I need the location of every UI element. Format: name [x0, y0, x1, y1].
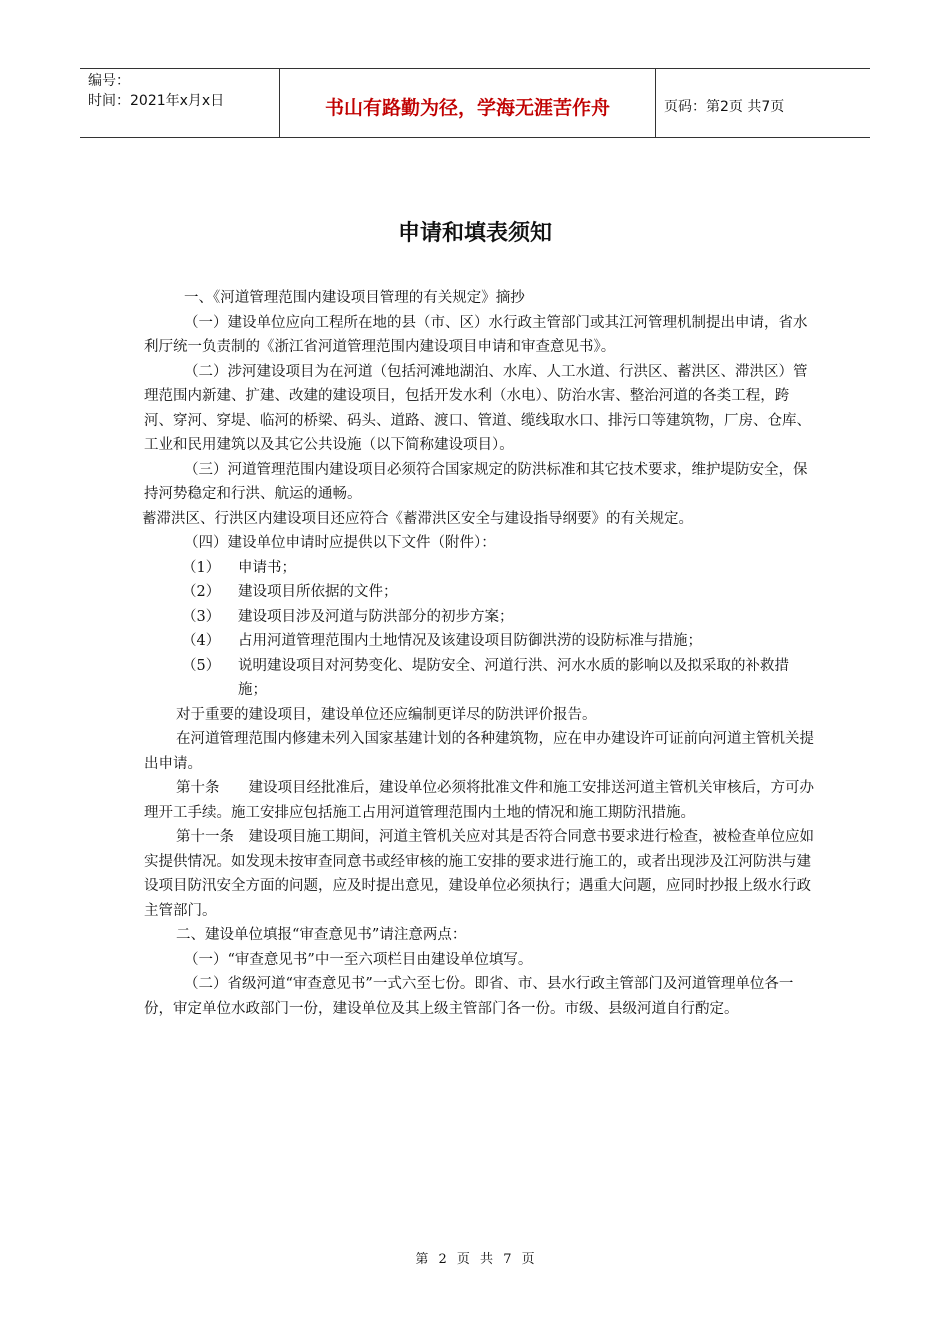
list-number: （5） [182, 657, 221, 674]
list-text: 说明建设项目对河势变化、堤防安全、河道行洪、河水水质的影响以及拟采取的补救措施； [238, 657, 789, 698]
list-number: （4） [182, 633, 221, 649]
header-meta [80, 69, 280, 137]
page-header [80, 68, 870, 138]
list-text: 占用河道管理范围内土地情况及该建设项目防御洪涝的设防标准与措施； [238, 633, 702, 649]
paragraph: （二）涉河建设项目为在河道（包括河滩地湖泊、水库、人工水道、行洪区、蓄洪区、滞洪区）管理范围内新建、扩建、改建的建设项目，包括开发水利（水电）、防治水害、整治河道的各类工程，跨河、穿河、穿堤、临河的桥梁、码头、道路、渡口、管道、缆线取水口、排污口等建筑物，厂房、仓库、工业和民用建筑以及其它公共设施（以下简称建设项目）。 [144, 363, 811, 453]
list-item [144, 605, 814, 630]
list-text: 建设项目涉及河道与防洪部分的初步方案； [238, 608, 514, 625]
list-item [144, 654, 814, 703]
paragraph: 一、《河道管理范围内建设项目管理的有关规定》摘抄 [184, 290, 525, 306]
list-item [144, 556, 814, 581]
page-footer: 第 2 页 共 7 页 [415, 1252, 535, 1267]
list-item [144, 629, 814, 654]
page-title: 申请和填表须知 [397, 221, 552, 246]
paragraph: 二、建设单位填报“审查意见书”请注意两点： [176, 927, 467, 943]
paragraph: 在河道管理范围内修建未列入国家基建计划的各种建筑物，应在申办建设许可证前向河道主管机关提出申请。 [144, 731, 814, 772]
paragraph: 第十一条 建设项目施工期间，河道主管机关应对其是否符合同意书要求进行检查，被检查单位应如实提供情况。如发现未按审查同意书或经审核的施工安排的要求进行施工的，或者出现涉及江河防洪与建设项目防汛安全方面的问题，应及时提出意见，建设单位必须执行；遇重大问题，应同时抄报上级水行政主管部门。 [144, 829, 814, 919]
paragraph: （二）省级河道“审查意见书”一式六至七份。即省、市、县水行政主管部门及河道管理单位各一份，审定单位水政部门一份，建设单位及其上级主管部门各一份。市级、县级河道自行酌定。 [144, 976, 794, 1017]
list-text: 建设项目所依据的文件； [238, 584, 398, 600]
number-label: 编号： [88, 73, 130, 89]
list-number: （3） [182, 608, 221, 625]
paragraph: （三）河道管理范围内建设项目必须符合国家规定的防洪标准和其它技术要求，维护堤防安全，保持河势稳定和行洪、航运的通畅。 [144, 461, 808, 502]
document-body [144, 286, 814, 1021]
date-label: 时间：2021年x月x日 [88, 93, 225, 109]
list-number: （1） [182, 559, 221, 576]
paragraph: （四）建设单位申请时应提供以下文件（附件）： [184, 535, 496, 551]
paragraph: （一）建设单位应向工程所在地的县（市、区）水行政主管部门或其江河管理机制提出申请，省水利厅统一负责制的《浙江省河道管理范围内建设项目申请和审查意见书》。 [144, 314, 808, 355]
list-text: 申请书； [238, 559, 296, 576]
paragraph: 对于重要的建设项目，建设单位还应编制更详尽的防洪评价报告。 [176, 706, 597, 723]
list-item [144, 580, 814, 605]
header-page-info: 页码：第2页 共7页 [664, 99, 785, 115]
paragraph: 第十条 建设项目经批准后，建设单位必须将批准文件和施工安排送河道主管机关审核后，方可办理开工手续。施工安排应包括施工占用河道管理范围内土地的情况和施工期防汛措施。 [144, 780, 814, 821]
header-motto: 书山有路勤为径，学海无涯苦作舟 [280, 69, 656, 137]
list-number: （2） [182, 584, 221, 600]
paragraph: 蓄滞洪区、行洪区内建设项目还应符合《蓄滞洪区安全与建设指导纲要》的有关规定。 [142, 510, 693, 527]
paragraph: （一）“审查意见书”中一至六项栏目由建设单位填写。 [184, 951, 533, 968]
